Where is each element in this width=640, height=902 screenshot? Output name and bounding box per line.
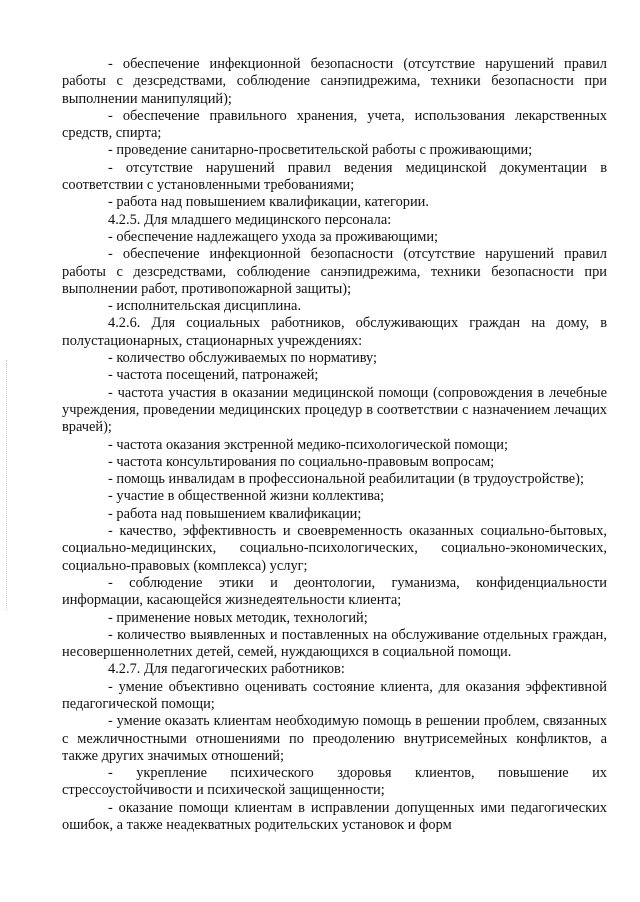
scan-edge-mark — [6, 360, 8, 610]
document-paragraph: - частота консультирования по социально-правовым вопросам; — [108, 453, 495, 470]
document-paragraph: - участие в общественной жизни коллектива; — [108, 488, 385, 505]
document-paragraph: - количество выявленных и поставленных на обслуживание отдельных граждан, несовершеннолетних детей, семей, нуждающихся в социальной помощи. — [62, 626, 607, 661]
document-paragraph: 4.2.7. Для педагогических работников: — [108, 661, 345, 678]
document-paragraph: - работа над повышением квалификации, категории. — [108, 194, 429, 211]
document-paragraph: - обеспечение надлежащего ухода за проживающими; — [108, 228, 439, 245]
document-paragraph: - работа над повышением квалификации; — [108, 505, 362, 522]
document-paragraph: - количество обслуживаемых по нормативу; — [108, 350, 378, 367]
document-paragraph: - обеспечение правильного хранения, учета, использования лекарственных средств, спирта; — [62, 107, 607, 142]
document-paragraph: 4.2.5. Для младшего медицинского персонала: — [108, 211, 392, 228]
document-paragraph: - исполнительская дисциплина. — [108, 298, 302, 315]
document-paragraph: - частота участия в оказании медицинской помощи (сопровождения в лечебные учреждения, проведении медицинских процедур в соответствии с назначением лечащих врачей); — [62, 384, 607, 436]
document-paragraph: - отсутствие нарушений правил ведения медицинской документации в соответствии с установленными требованиями; — [62, 159, 607, 194]
document-paragraph: - частота оказания экстренной медико-психологической помощи; — [108, 436, 508, 453]
document-paragraph: - умение объективно оценивать состояние клиента, для оказания эффективной педагогической помощи; — [62, 678, 607, 712]
document-paragraph: - соблюдение этики и деонтологии, гуманизма, конфиденциальности информации, касающейся жизнедеятельности клиента; — [62, 574, 607, 609]
document-paragraph: - обеспечение инфекционной безопасности (отсутствие нарушений правил работы с дезсредствами, соблюдение санэпидрежима, техники безопасности при выполнении манипуляций); — [62, 56, 607, 107]
document-paragraph: - помощь инвалидам в профессиональной реабилитации (в трудоустройстве); — [108, 471, 584, 488]
document-paragraph: - качество, эффективность и своевременность оказанных социально-бытовых, социально-медицинских, социально-психологических, социально-экономических, социально-правовых (комплекса) услуг; — [62, 523, 607, 574]
document-paragraph: - обеспечение инфекционной безопасности (отсутствие нарушений правил работы с дезсредствами, соблюдение санэпидрежима, техники безопасности при выполнении работ, противопожарной защиты); — [62, 246, 607, 297]
document-paragraph: - частота посещений, патронажей; — [108, 367, 319, 384]
document-paragraph: 4.2.6. Для социальных работников, обслуживающих граждан на дому, в полустационарных, стационарных учреждениях: — [62, 315, 607, 349]
document-paragraph: - проведение санитарно-просветительской работы с проживающими; — [108, 142, 533, 159]
document-body — [62, 56, 607, 834]
document-paragraph: - укрепление психического здоровья клиентов, повышение их стрессоустойчивости и психической защищенности; — [62, 765, 607, 799]
document-paragraph: - умение оказать клиентам необходимую помощь в решении проблем, связанных с межличностными отношениями по преодолению внутрисемейных конфликтов, а также других значимых отношений; — [62, 713, 607, 764]
document-paragraph: - оказание помощи клиентам в исправлении допущенных ими педагогических ошибок, а также неадекватных родительских установок и форм — [62, 799, 607, 834]
document-paragraph: - применение новых методик, технологий; — [108, 609, 368, 626]
